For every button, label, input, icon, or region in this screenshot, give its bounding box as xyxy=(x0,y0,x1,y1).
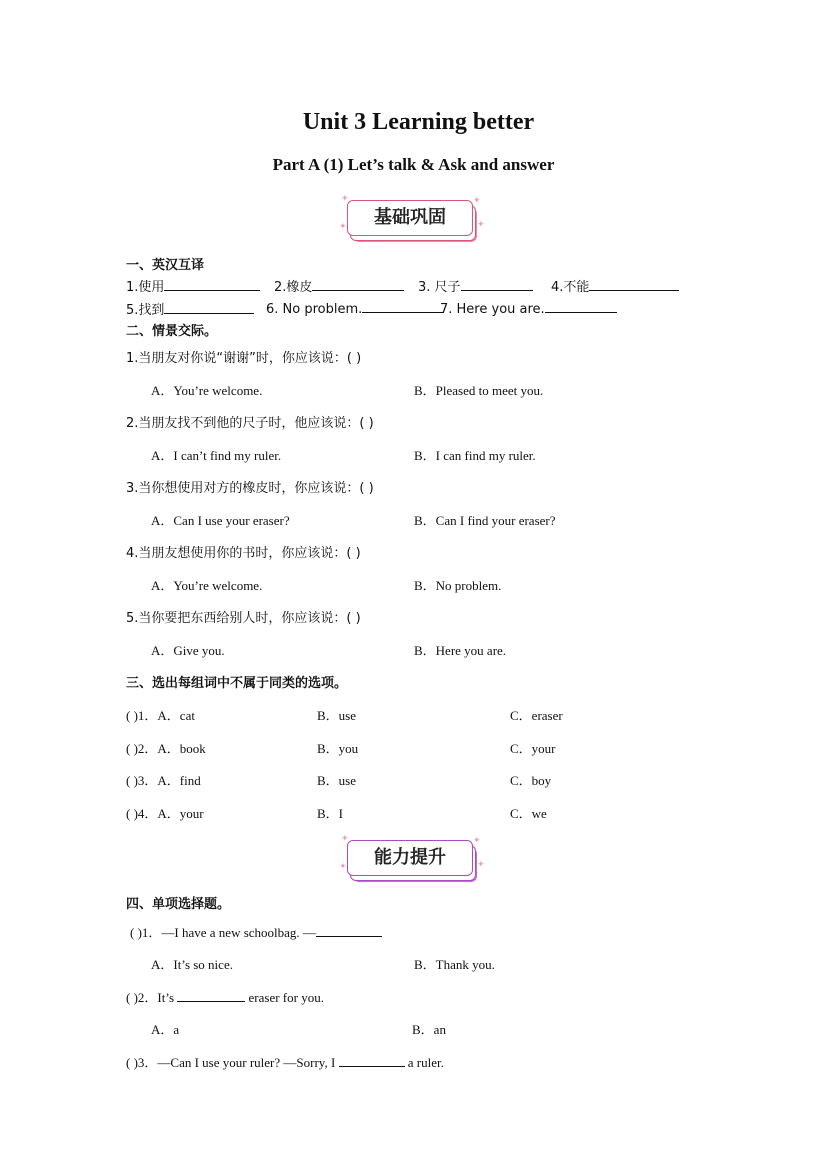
page-title: Unit 3 Learning better xyxy=(302,109,535,135)
section-banner-basic xyxy=(339,194,485,246)
section-banner-advanced xyxy=(339,834,485,886)
sparkle-icon: ✦ xyxy=(477,860,485,870)
section-heading: 二、情景交际。 xyxy=(126,324,218,339)
group-item: ( )3．A．find xyxy=(126,773,201,788)
page-subtitle: Part A (1) Let’s talk & Ask and answer xyxy=(272,155,555,174)
group-item: ( )1．A．cat xyxy=(126,708,195,723)
choice-question: ( )2．It’s eraser for you. xyxy=(126,990,324,1005)
option-c: C．your xyxy=(510,741,556,756)
question-text: 2.当朋友找不到他的尺子时，他应该说：( ) xyxy=(126,416,374,431)
sparkle-icon: ✦ xyxy=(339,862,347,872)
translate-item: 2.橡皮 xyxy=(274,276,404,295)
sparkle-icon: ✦ xyxy=(473,196,481,206)
option-a: A．Can I use your eraser? xyxy=(151,513,290,528)
choice-question: ( )3．—Can I use your ruler? —Sorry, I a ruler. xyxy=(126,1055,444,1070)
section-heading: 三、选出每组词中不属于同类的选项。 xyxy=(126,676,348,691)
translate-item: 7. Here you are. xyxy=(440,299,617,317)
option-c: C．boy xyxy=(510,773,552,788)
option-b: B．I can find my ruler. xyxy=(414,448,536,463)
banner-label: 能力提升 xyxy=(347,840,473,876)
question-text: 1.当朋友对你说“谢谢”时，你应该说：( ) xyxy=(126,351,362,366)
translate-item: 1.使用 xyxy=(126,276,260,295)
option-b: B．an xyxy=(412,1022,446,1037)
option-b: B．Thank you. xyxy=(414,957,495,972)
sparkle-icon: ✦ xyxy=(341,834,349,844)
question-text: 4.当朋友想使用你的书时，你应该说：( ) xyxy=(126,546,361,561)
sparkle-icon: ✦ xyxy=(341,194,349,204)
question-text: 3.当你想使用对方的橡皮时，你应该说：( ) xyxy=(126,481,374,496)
section-heading: 一、英汉互译 xyxy=(126,258,205,273)
option-b: B．Pleased to meet you. xyxy=(414,383,544,398)
option-a: A．It’s so nice. xyxy=(151,957,233,972)
option-b: B．you xyxy=(317,741,359,756)
translate-item: 5.找到 xyxy=(126,299,254,318)
option-b: B．Here you are. xyxy=(414,643,507,658)
sparkle-icon: ✦ xyxy=(477,220,485,230)
banner-label: 基础巩固 xyxy=(347,200,473,236)
option-b: B．use xyxy=(317,708,357,723)
option-b: B．Can I find your eraser? xyxy=(414,513,556,528)
group-item: ( )4．A．your xyxy=(126,806,204,821)
option-c: C．eraser xyxy=(510,708,563,723)
group-item: ( )2．A．book xyxy=(126,741,206,756)
section-heading: 四、单项选择题。 xyxy=(126,897,231,912)
option-a: A．Give you. xyxy=(151,643,225,658)
option-a: A．You’re welcome. xyxy=(151,383,263,398)
option-b: B．use xyxy=(317,773,357,788)
option-b: B．No problem. xyxy=(414,578,502,593)
sparkle-icon: ✦ xyxy=(473,836,481,846)
translate-item: 3. 尺子 xyxy=(418,276,533,295)
translate-item: 4.不能 xyxy=(551,276,679,295)
sparkle-icon: ✦ xyxy=(339,222,347,232)
option-b: B．I xyxy=(317,806,344,821)
question-text: 5.当你要把东西给别人时，你应该说：( ) xyxy=(126,611,361,626)
option-a: A．You’re welcome. xyxy=(151,578,263,593)
translate-item: 6. No problem. xyxy=(266,299,444,317)
option-a: A．a xyxy=(151,1022,180,1037)
option-c: C．we xyxy=(510,806,547,821)
choice-question: ( )1．—I have a new schoolbag. — xyxy=(130,922,382,941)
option-a: A．I can’t find my ruler. xyxy=(151,448,282,463)
